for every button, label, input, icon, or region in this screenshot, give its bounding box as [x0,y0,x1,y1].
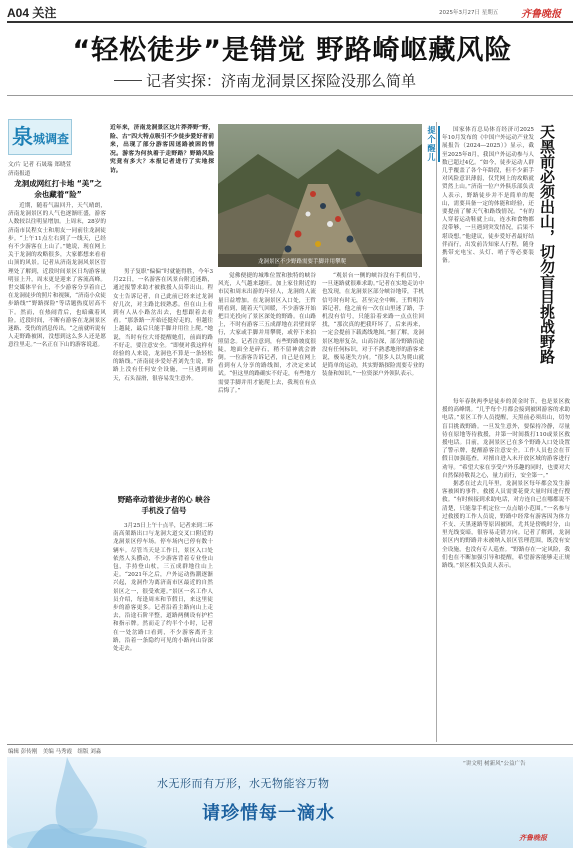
col2-text: 男子复职”偏偏“时就能得胜，今年3月22日，一名游客在风景台附近迷路，通过报警求助才被救援人员带出山。程女士告诉记者，自己此前已经来过龙洞好几次，对主路比较熟悉。但在山上看到有人从小路岔出去，也想跟着去看看。“那条路一开始还挺好走的，但越往上越陡，最后只能手脚并用往上爬。”她说，当时有位大哥提醒她们，前面的路不好走，要注意安全。“即便对我这样有经验的人来说，龙洞也不算是一条轻松的路线。”济南徒步爱好者刘先生说，野路上没有任何安全设施，一旦遇到雨天，石头湿滑，很容易发生意外。 [113,269,213,382]
body-column-1 [8,202,106,737]
sidebar-headline: 天黑前必须出山，切勿盲目挑战野路 [538,124,556,364]
water-drop-illustration [7,757,147,848]
col3-text: 3月25日上午十点半，记者来到二环南高架路出口与龙洞大道交叉口附近的龙洞景区停车场。停车场内已停有数十辆车。尽管当天是工作日，景区入口处依然人头攒动，不少游客背着专业登山包，手持登山杖，三五成群地往山上走。“2021年之后，户外运动热潮逐渐兴起，龙洞作为离济南市区最近的自然景区之一，很受欢迎。”景区一名工作人员介绍，每逢周末和节假日，来这里徒步的游客更多。记者沿着主路向山上走去，沿途石阶平整，道路两侧设有护栏和指示牌。然而走了约半个小时，记者在一处岔路口看到，不少游客离开主路，沿着一条隐约可见的小路向山谷深处走去。 [113,523,213,653]
hiking-photo [218,124,422,267]
sub-headline-rule [114,80,142,81]
column-divider [436,122,437,742]
byline-1: 文/片 记者 石晟瑞 郑晓萱 [8,162,72,168]
section-label: A04 关注 [7,6,57,20]
column-logo-rest: 城调查 [33,132,70,146]
byline-2: 济南报道 [8,171,31,177]
body-column-6 [442,126,534,394]
ad-tagline: 水无形而有万形，水无物能容万物 [157,777,330,790]
masthead [7,3,573,21]
ad-brand-logo: 齐鲁晚报 [519,834,547,842]
col6-text: 据悉在过去几年里，龙洞景区每年都会发生游客被困的事件，救援人员需要花费大量时间进行搜救。“有时候接到求助电话，对方连自己在哪都说不清楚，只能靠手机定位一点点缩小范围。”一名参与过救援的工作人员说，野路中经常有游客因为体力不支、天黑迷路等原因被困，尤其是傍晚时分，山里光线变暗，很容易走错方向。记者了解到，龙洞景区内的野路并未被纳入景区管理范围，既没有安全设施，也没有专人巡查。“野路存在一定风险，我们也在不断加强引导和提醒，希望游客能够走正规路线。”景区相关负责人表示。 [442,481,570,570]
ad-slogan: 请珍惜每一滴水 [202,803,335,824]
footer-credit: 编辑 彭传刚 美编 马秀霞 组版 刘淼 [8,749,102,755]
sidebar-tag: 提个醒儿 [426,126,440,162]
body-column-3 [113,522,213,738]
col4-text: 觉佛便捷的城堆位置和独特的峡谷风光，人气越来越旺。加上家住附近的市民和周末出游的年轻人，龙洞的人流量日益增加。在龙洞景区入口处，王哲明看到，随着天气回暖，不少游客开始把目光投向了景区深处的野路。在山路上，不时有游客三五成群地在岩壁间穿行，大家或手脚并用攀爬，或停下来拍照留念。记者注意到，有些野路坡度很陡，地面全是碎石，稍不留神就会滑倒。一位游客告诉记者，自己是在网上看到有人分享的路线图，才决定来试试。“但这里的路确实不好走，有些地方需要手脚并用才能爬上去，我现在有点后悔了。” [218,273,316,394]
issue-date: 2025年3月27日 星期五 [439,10,499,16]
body-column-5 [322,272,424,738]
col7-text: 国家体育总局体育经济司2025年10月发布的《中国户外运动产业发展报告（2024—2025）》显示，截至2025年8月，我国户外运动参与人数已超过4亿。“如今，徒步运动人群几乎覆盖了各个年龄段，但不少新手对风险意识薄弱，仅凭网上的攻略就贸然上山。”济南一位户外俱乐部负责人表示，野路徒步并不是简单的爬山，需要具备一定的体能和经验，还要提前了解天气和路线情况。“有的人穿着运动鞋就上山，连水和食物都没带够，一旦遇到突发情况，后果不堪设想。”他建议，徒步爱好者最好结伴而行，出发前告知家人行程，随身携带充电宝、头灯、哨子等必要装备。 [442,127,534,265]
column-logo [8,119,72,155]
col8-text: 每年春秋两季是徒步的黄金时节，也是景区救援的高峰期。“几乎每个月都会接到被困游客的求助电话。”景区工作人员提醒，天黑前必须出山，切勿盲目挑战野路。一旦发生意外，要保持冷静，尽量待在原地等待救援，并第一时间拨打110或景区救援电话。目前，龙洞景区已在多个野路入口处设置了警示牌，提醒游客注意安全。工作人员也会在节假日加强巡查，对擅自进入未开放区域的游客进行劝导。“希望大家在享受户外乐趣的同时，也要对大自然保持敬畏之心，量力而行，安全第一。” [442,399,570,479]
water-ad [7,757,573,848]
column-logo-big: 泉 [12,125,33,149]
col1-text: 近期，随着气温回升，天气晴朗，济南龙洞景区的人气也逐渐旺盛，游客人数较以往明显增加。上周末，28岁的济南市民程女士和朋友一同前往龙洞徒步。“上午11点左右到了一线天，已经有不少游客在上山了。”她说，现在网上关于龙洞的攻略很多，大家都想来看看山顶的风景。记者从济南龙洞风景区管理处了解到，近段时间景区日均游客量明显上升，周末更是迎来了客流高峰。世交媒体平台上，不少游客分享着自己在龙洞徒步的照片和视频，“济南小众徒步路线”“野路探险”等话题热度居高不下。然而，在热闹背后，也暗藏着风险。近段时间，不断有游客在龙洞景区迷路、受伤的消息传出。“之前就听说有人走野路被困，没想到这么多人还是愿意往里走。”一名正在下山的游客说道。 [8,203,106,349]
photo-illustration [218,124,422,267]
main-headline: “轻松徒步”是错觉 野路崎岖藏风险 [72,35,513,66]
body-column-7 [442,398,570,738]
section2-title: 野路牵动着徒步者的心 峡谷手机没了信号 [117,495,211,515]
body-column-4 [218,272,316,738]
col5-text: “观景台一侧的峡谷没有手机信号，一旦迷路就很难求助。”记者在实地走访中也发现，在龙洞景区部分峡谷地带，手机信号时有时无，甚至完全中断。王哲明告诉记者，他之前有一次在山里迷了路，手机没有信号，只能沿着来路一点点往回找，“那次真的把我吓坏了，后来再来，一定会提前下载离线地图。”据了解，龙洞景区地形复杂，山高谷深，部分野路沿途没有任何标识，对于不熟悉地形的游客来说，极易迷失方向。“很多人以为爬山就是简单的运动，其实野路探险需要专业的装备和知识。”一位资深户外领队表示。 [322,273,424,378]
footer-rule [7,744,573,745]
sub-headline [114,70,474,90]
ad-corner-text: “讲文明 树新风”公益广告 [463,761,526,767]
masthead-rule [7,21,573,23]
photo-caption: 龙洞景区不少野路需要手脚并用攀爬 [258,259,347,265]
body-column-2 [113,268,213,492]
headline-rule [7,95,573,96]
section1-title: 龙洞成网红打卡地 “美”之余也藏着“险” [14,179,102,199]
intro-box [110,124,214,228]
sub-headline-text: 记者实探：济南龙洞景区探险没那么简单 [146,72,417,90]
intro-text: 近年来，济南龙洞景区这片莽莽野“野，险、古”四大特点吸引不少徒步爱好者前来，出现了部分游客因迷路被困的情况。游客为何执着于走野路？野路风险究竟有多大？本报记者进行了实地探访。 [110,125,214,174]
brand-logo: 齐鲁晚报 [521,9,561,20]
